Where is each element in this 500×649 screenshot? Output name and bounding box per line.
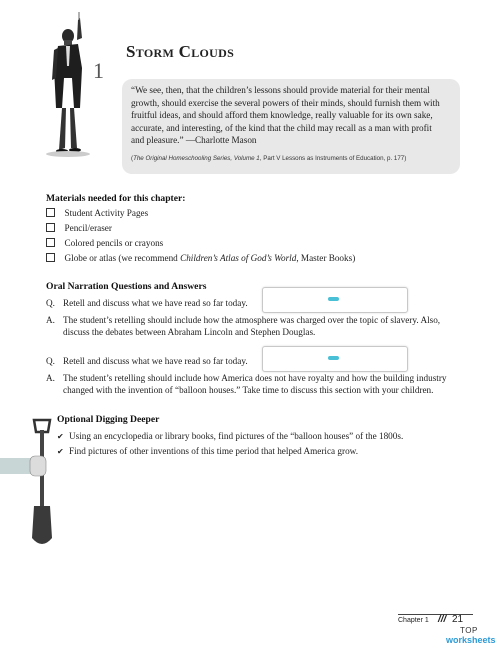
checkbox[interactable] [46, 208, 55, 217]
footer-slashes: /// [438, 614, 447, 625]
digging-heading: Optional Digging Deeper [57, 414, 160, 425]
checkmark-icon: ✔ [57, 447, 64, 456]
source-title: The Original Homeschooling Series, Volume 1 [133, 155, 260, 162]
watermark-worksheets: worksheets [446, 635, 496, 645]
answer-marker-1 [328, 297, 339, 301]
shovel-illustration [0, 414, 60, 550]
page-number: 21 [452, 614, 464, 625]
digging-item: ✔ Find pictures of other inventions of this time period that helped America grow. [57, 446, 359, 456]
question-1: Q. Retell and discuss what we have read so far today. [46, 298, 248, 308]
checkbox[interactable] [46, 223, 55, 232]
digging-item: ✔ Using an encyclopedia or library books, find pictures of the “balloon houses” of the 1800s. [57, 431, 404, 441]
answer-1-line-2: discuss the debates between Abraham Lincoln and Stephen Douglas. [63, 327, 316, 337]
material-item: Student Activity Pages [46, 207, 148, 219]
lincoln-illustration [38, 8, 100, 158]
answer-2-line-2: changed with the invention of “balloon houses.” Take time to discuss this section with your children. [63, 385, 434, 395]
answer-1-line-1: A. The student’s retelling should include how the atmosphere was charged over the topic of slavery. Also, [46, 315, 441, 325]
quote-source: (The Original Homeschooling Series, Volume 1, Part V Lessons as Instruments of Education, p. 177) [131, 155, 407, 162]
chapter-title: Storm Clouds [126, 42, 235, 61]
answer-marker-2 [328, 356, 339, 360]
answer-2-line-1: A. The student’s retelling should include how America does not have royalty and how the building industry [46, 373, 447, 383]
watermark-top: TOP [460, 626, 478, 635]
chapter-number: 1 [93, 58, 104, 83]
footer-chapter-label: Chapter 1 [398, 617, 429, 624]
quote-line: and pleasure.” —Charlotte Mason [131, 135, 257, 146]
material-item: Pencil/eraser [46, 222, 112, 234]
quote-text [131, 84, 453, 147]
question-2: Q. Retell and discuss what we have read so far today. [46, 356, 248, 366]
materials-heading: Materials needed for this chapter: [46, 193, 186, 204]
checkbox[interactable] [46, 238, 55, 247]
narration-heading: Oral Narration Questions and Answers [46, 281, 207, 292]
quote-line: growth, should exercise the several powers of their minds, should furnish them with [131, 97, 440, 108]
quote-line: accurate, and interesting, of the kind that the child may recall as a man with profit [131, 122, 432, 133]
material-item: Colored pencils or crayons [46, 237, 163, 249]
checkbox[interactable] [46, 253, 55, 262]
checkmark-icon: ✔ [57, 432, 64, 441]
quote-line: “We see, then, that the children’s lessons should provide material for their mental [131, 85, 430, 95]
material-item: Globe or atlas (we recommend Children’s Atlas of God’s World, Master Books) [46, 252, 355, 264]
quote-line: fruitful ideas, and should afford them knowledge, really valuable for its own sake, [131, 110, 433, 121]
